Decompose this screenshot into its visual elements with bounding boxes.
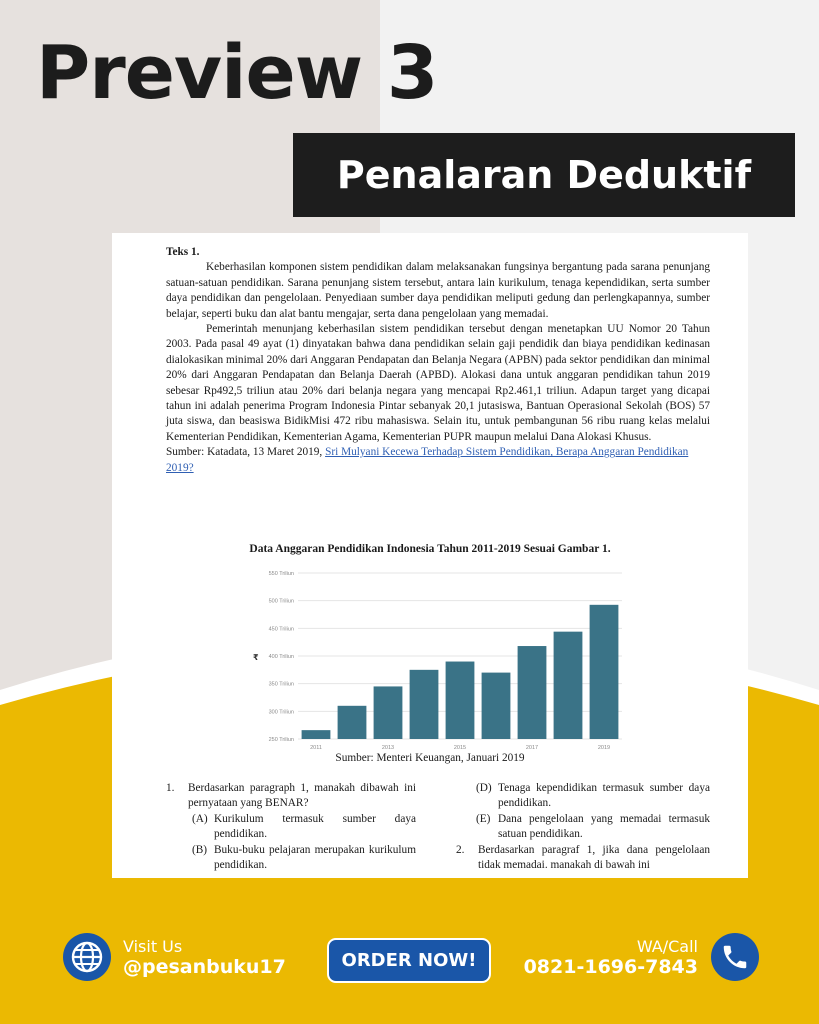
question-1-number: 1. [166,782,175,794]
phone-number-link[interactable]: 0821-1696-7843 [523,956,698,978]
bar-2016 [482,673,511,739]
paragraph-2: Pemerintah menunjang keberhasilan sistem pendidikan tersebut dengan menetapkan UU Nomor 20 Tahun 2003. Pada pasal 49 ayat (1) dinyatakan bahwa dana pendidikan selain gaji pendidik dan biaya pendidikan kedinasan dialokasikan minimal 20% dari Anggaran Pendapatan dan Belanja Negara (APBN) pada sektor pendidikan dan minimal 20% dari Anggaran Pendapatan dan Belanja Daerah (APBD). Alokasi dana untuk anggaran pendidikan tahun 2019 sebesar Rp492,5 triliun atau 20% dari belanja negara yang mencapai Rp2.461,1 triliun. Adapun target yang dicapai tahun ini adalah penerima Program Indonesia Pintar sebanyak 20,1 jutasiswa, Bantuan Operasional Sekolah (BOS) 57 juta siswa, dan beasiswa BidikMisi 472 ribu mahasiswa. Selain itu, untuk pembangunan 56 ribu ruang kelas melalui Kementerian Pendidikan, Kementerian Agama, Kementerian PUPR maupun melalui Dana Alokasi Khusus. [166,323,710,443]
option-e-letter: (E) [476,812,491,825]
page-title: Preview 3 [36,30,438,116]
source-prefix: Sumber: Katadata, 13 Maret 2019, [166,446,326,459]
y-tick-label: 550 Triliun [268,571,294,577]
document-heading: Teks 1. [166,246,200,258]
option-b-text: Buku-buku pelajaran merupakan kurikulum pendidikan. [214,843,416,872]
visit-label: Visit Us [123,937,183,956]
bar-2011 [302,730,331,739]
y-tick-label: 500 Triliun [268,598,294,605]
option-e-text: Dana pengelolaan yang memadai termasuk satuan pendidikan. [498,812,710,841]
article-source [166,445,710,476]
bar-2014 [410,670,439,739]
option-b [166,843,416,874]
document-preview [112,233,748,878]
x-tick-label: 2013 [381,745,395,751]
chart-title: Data Anggaran Pendidikan Indonesia Tahun 2011-2019 Sesuai Gambar 1. [249,543,611,555]
x-tick-label: 2017 [525,745,539,751]
y-axis-label: ₹ [253,653,259,662]
option-a-text: Kurikulum termasuk sumber daya pendidikan. [214,812,416,841]
bar-chart [112,561,748,771]
bar-2012 [338,706,367,739]
question-1-text: Berdasarkan paragraph 1, manakah dibawah ini pernyataan yang BENAR? [188,782,416,810]
option-a-letter: (A) [192,812,208,825]
bar-2013 [374,686,403,739]
question-2 [456,843,710,874]
bar-2018 [554,632,583,739]
questions-left-column [166,781,416,873]
paragraph-1: Keberhasilan komponen sistem pendidikan dalam melaksanakan fungsinya bergantung pada sarana penunjang satuan-satuan pendidikan. Sarana penunjang sistem tersebut, antara lain kurikulum, tenaga kependidikan, serta sumber daya pendidikan dan pengelolaan. Penyediaan sumber daya pendidikan meliputi gedung dan perlengkapannya, sumber belajar, seperti buku dan alat bantu mengajar, serta dana pengelolaan yang memadai. [166,261,710,320]
x-tick-label: 2011 [310,745,322,751]
y-tick-label: 400 Triliun [268,654,294,660]
question-1 [166,781,416,812]
option-b-letter: (B) [192,843,208,856]
option-d-text: Tenaga kependidikan termasuk sumber daya pendidikan. [498,782,710,810]
question-2-text: Berdasarkan paragraf 1, jika dana pengelolaan tidak memadai. manakah di bawah ini [478,843,710,872]
y-tick-label: 300 Triliun [268,709,294,716]
x-tick-label: 2019 [597,745,611,751]
question-2-number: 2. [456,843,465,856]
option-e [456,812,710,843]
y-tick-label: 250 Triliun [268,737,294,743]
option-d [456,781,710,812]
globe-icon[interactable] [63,933,111,981]
wa-call-label: WA/Call [636,937,698,956]
subtitle-banner [293,133,795,217]
y-tick-label: 350 Triliun [268,681,294,688]
subtitle-text: Penalaran Deduktif [336,153,752,197]
chart-section [112,541,748,771]
bar-2019 [590,605,619,739]
y-tick-label: 450 Triliun [268,626,294,633]
option-a [166,812,416,843]
document-text [166,245,710,476]
option-d-letter: (D) [476,782,492,794]
questions-right-column [456,781,710,873]
x-tick-label: 2015 [453,745,467,751]
bar-2015 [446,662,475,739]
social-handle-link[interactable]: @pesanbuku17 [123,956,286,978]
source-link[interactable]: Sri Mulyani Kecewa Terhadap Sistem Pendidikan, Berapa Anggaran Pendidikan 2019? [166,446,689,474]
order-now-button[interactable]: ORDER NOW! [327,938,491,983]
bar-2017 [518,646,547,739]
phone-icon[interactable] [711,933,759,981]
chart-source: Sumber: Menteri Keuangan, Januari 2019 [335,752,525,764]
